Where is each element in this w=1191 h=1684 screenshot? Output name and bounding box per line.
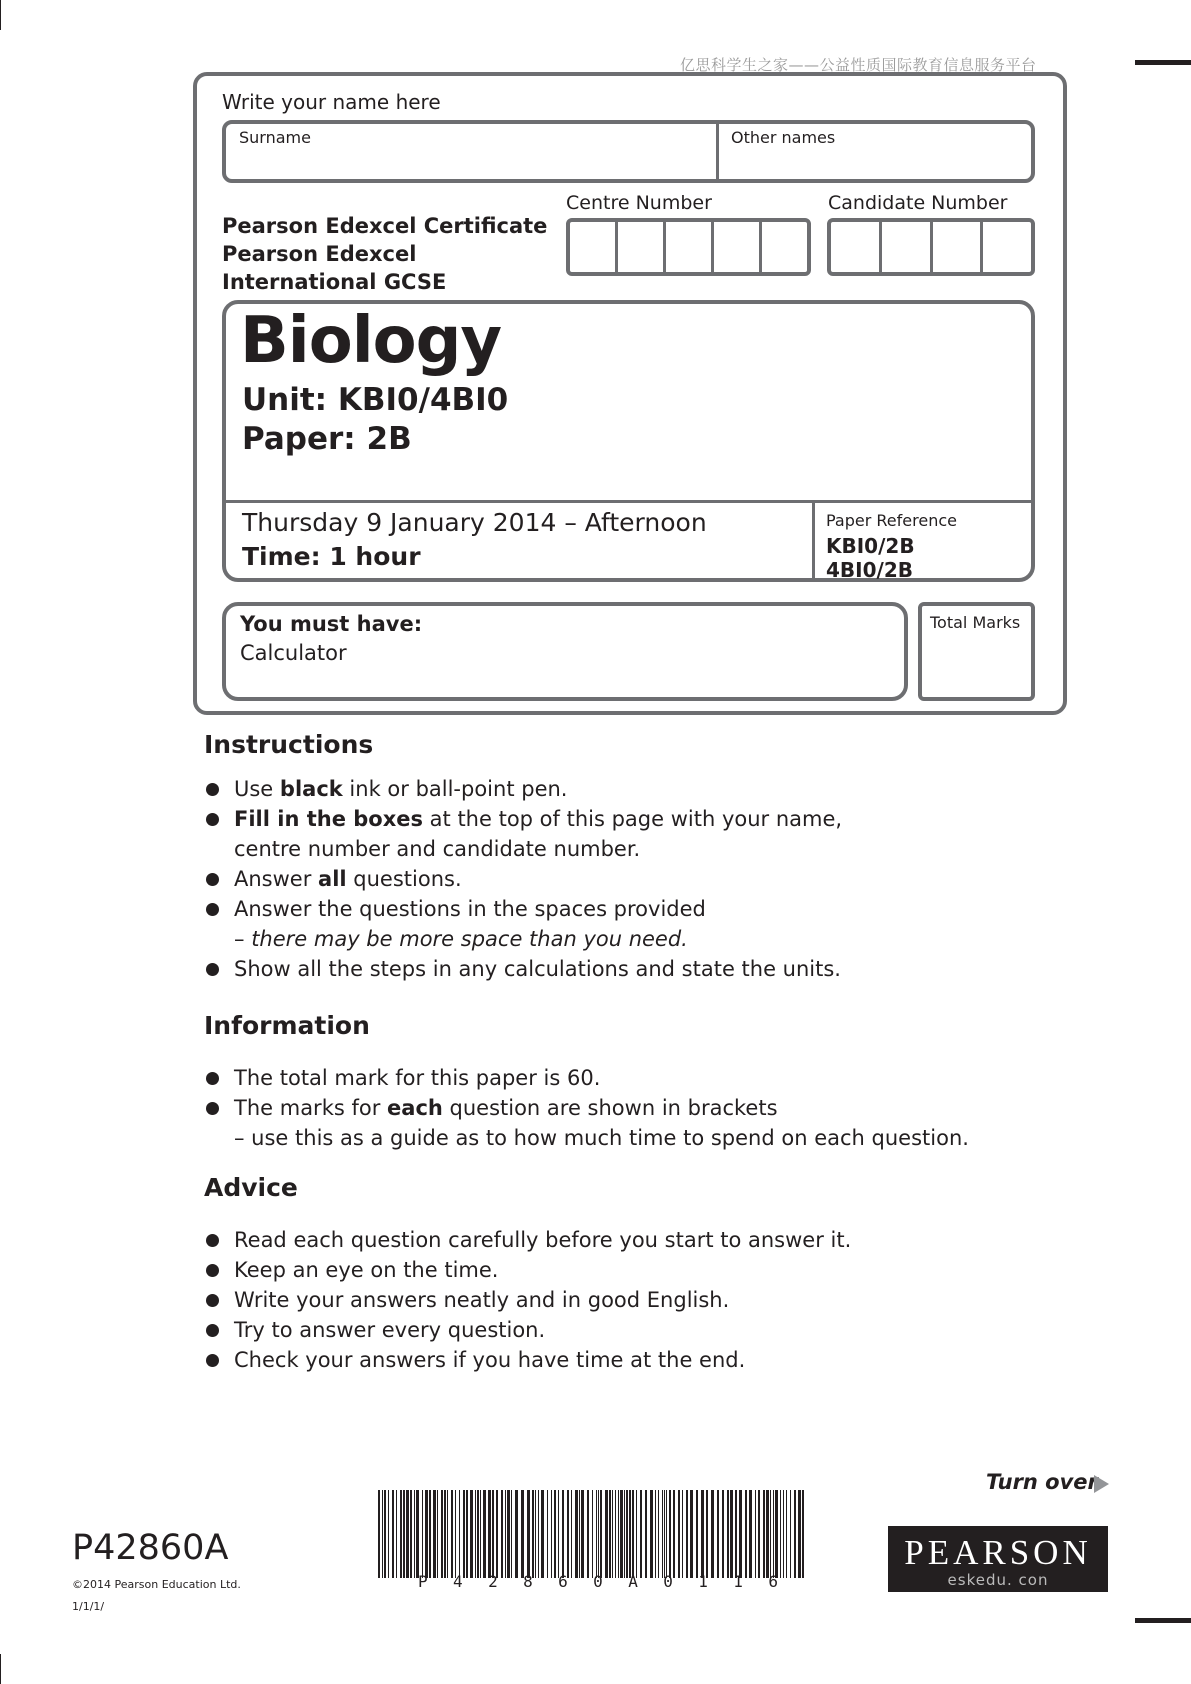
list-item: Write your answers neatly and in good English. [204, 1285, 851, 1315]
barcode-bar [612, 1490, 613, 1578]
barcode-bar [496, 1490, 498, 1578]
list-item [204, 864, 842, 894]
barcode-bar [455, 1490, 456, 1578]
barcode-bar [463, 1490, 465, 1578]
paper-reference-label: Paper Reference [826, 511, 957, 530]
logo-subtext: eskedu. con [947, 1571, 1049, 1589]
barcode-digit: 4 [453, 1572, 463, 1591]
barcode-digit: 1 [733, 1572, 743, 1591]
barcode-bar [571, 1490, 572, 1578]
name-box [222, 120, 1035, 183]
barcode-bar [686, 1490, 688, 1578]
barcode-bar [735, 1490, 737, 1578]
write-name-label: Write your name here [222, 90, 441, 114]
barcode-bar [636, 1490, 637, 1578]
barcode-bar [730, 1490, 733, 1578]
barcode-bar [802, 1490, 804, 1578]
digit-box[interactable] [882, 222, 933, 272]
information-list [204, 1063, 969, 1153]
crop-mark [0, 0, 1, 30]
barcode-bar [459, 1490, 460, 1578]
barcode-bar [658, 1490, 659, 1578]
barcode-bar [794, 1490, 796, 1578]
barcode-bar [605, 1490, 608, 1578]
digit-box[interactable] [762, 222, 807, 272]
barcode-bar [581, 1490, 584, 1578]
barcode-digit: 2 [488, 1572, 498, 1591]
barcode-bar [437, 1490, 438, 1578]
barcode-bar [477, 1490, 479, 1578]
barcode-bar [745, 1490, 747, 1578]
exam-title-box [222, 300, 1035, 582]
instructions-list [204, 774, 842, 984]
barcode-bar [766, 1490, 769, 1578]
barcode-bar [392, 1490, 394, 1578]
barcode-bar [433, 1490, 436, 1578]
text: at the top of this page with your name, [423, 807, 843, 831]
crop-mark [1135, 1618, 1191, 1623]
barcode-bar [535, 1490, 536, 1578]
barcode-bar [598, 1490, 599, 1578]
barcode-bar [655, 1490, 656, 1578]
qualification-line: International GCSE [222, 270, 447, 294]
barcode-bar [770, 1490, 771, 1578]
text: questions. [346, 867, 462, 891]
advice-heading: Advice [204, 1173, 298, 1202]
barcode-bar [786, 1490, 787, 1578]
list-item: Read each question carefully before you start to answer it. [204, 1225, 851, 1255]
pearson-logo [888, 1526, 1108, 1592]
digit-box[interactable] [618, 222, 666, 272]
barcode-digit: 1 [698, 1572, 708, 1591]
barcode-digit: 6 [768, 1572, 778, 1591]
emphasis: Fill in the boxes [234, 807, 423, 831]
barcode-bar [515, 1490, 518, 1578]
barcode-bar [406, 1490, 409, 1578]
barcode-bar [562, 1490, 564, 1578]
barcode-bar [775, 1490, 778, 1578]
text: Answer [234, 867, 319, 891]
barcode-bar [739, 1490, 742, 1578]
text: The marks for [234, 1096, 388, 1120]
advice-list [204, 1225, 851, 1375]
text: Use [234, 777, 280, 801]
digit-box[interactable] [666, 222, 714, 272]
barcode-bar [447, 1490, 448, 1578]
barcode-bar [755, 1490, 756, 1578]
barcode-bar [673, 1490, 675, 1578]
barcode-bar [600, 1490, 602, 1578]
barcode-bar [783, 1490, 784, 1578]
emphasis: all [318, 867, 347, 891]
dash: – [234, 927, 252, 951]
barcode-bar [696, 1490, 698, 1578]
barcode-bar [475, 1490, 476, 1578]
list-item [204, 774, 842, 804]
barcode-bar [615, 1490, 616, 1578]
barcode-bar [400, 1490, 402, 1578]
subject-title: Biology [240, 304, 502, 378]
barcode-bar [541, 1490, 544, 1578]
qualification-list [222, 212, 547, 296]
barcode-bar [669, 1490, 671, 1578]
barcode-bar [558, 1490, 559, 1578]
barcode-bar [645, 1490, 647, 1578]
turn-over-label: Turn over [986, 1470, 1098, 1494]
barcode-bar [798, 1490, 801, 1578]
barcode-bar [706, 1490, 708, 1578]
barcode-bar [410, 1490, 412, 1578]
centre-number-label: Centre Number [566, 192, 712, 214]
emphasis: each [387, 1096, 443, 1120]
text: ink or ball-point pen. [342, 777, 568, 801]
paper-reference: KBI0/2B [826, 534, 915, 558]
barcode-bar [596, 1490, 597, 1578]
barcode-digit: P [418, 1572, 428, 1591]
barcode-bar [640, 1490, 642, 1578]
barcode-bar [501, 1490, 503, 1578]
barcode-bar [587, 1490, 589, 1578]
crop-mark [0, 1654, 1, 1684]
barcode-bar [396, 1490, 397, 1578]
barcode-bar [532, 1490, 534, 1578]
barcode-bar [626, 1490, 628, 1578]
barcode-bar [425, 1490, 428, 1578]
barcode-bar [717, 1490, 719, 1578]
qualification-line: Pearson Edexcel Certificate [222, 214, 548, 238]
barcode-bar [749, 1490, 752, 1578]
list-item: Try to answer every question. [204, 1315, 851, 1345]
barcode-bar [624, 1490, 625, 1578]
barcode-bar [466, 1490, 468, 1578]
list-item-continuation: – use this as a guide as to how much time to spend on each question. [234, 1126, 969, 1150]
instructions-heading: Instructions [204, 730, 374, 759]
logo-wordmark: PEARSON [904, 1533, 1092, 1572]
candidate-number-boxes[interactable] [827, 218, 1035, 276]
barcode-bar [378, 1490, 380, 1578]
barcode-bar [592, 1490, 593, 1578]
barcode-bar [451, 1490, 453, 1578]
copyright-text: ©2014 Pearson Education Ltd. [72, 1578, 241, 1591]
barcode-bar [441, 1490, 443, 1578]
exam-date: Thursday 9 January 2014 – Afternoon [242, 508, 707, 537]
barcode-bar [682, 1490, 683, 1578]
barcode-bar [763, 1490, 765, 1578]
other-names-field[interactable]: Other names [731, 128, 836, 147]
barcode-bar [618, 1490, 619, 1578]
arrow-right-icon [1094, 1475, 1109, 1493]
barcode-bar [722, 1490, 724, 1578]
barcode-bar [527, 1490, 530, 1578]
barcode-bar [773, 1490, 774, 1578]
barcode-bar [507, 1490, 510, 1578]
information-heading: Information [204, 1011, 370, 1040]
total-marks-label: Total Marks [930, 613, 1021, 632]
barcode-digit: 0 [663, 1572, 673, 1591]
must-have-item: Calculator [240, 641, 347, 665]
barcode-bar [790, 1490, 791, 1578]
watermark-text: 亿思科学生之家——公益性质国际教育信息服务平台 [680, 56, 1037, 74]
barcode-bar [382, 1490, 383, 1578]
list-item: Show all the steps in any calculations and state the units. [204, 954, 842, 984]
list-item: Keep an eye on the time. [204, 1255, 851, 1285]
list-item: Check your answers if you have time at the end. [204, 1345, 851, 1375]
barcode-bar [690, 1490, 693, 1578]
barcode-bar [727, 1490, 729, 1578]
barcode-bar [780, 1490, 781, 1578]
barcode-bar [551, 1490, 552, 1578]
barcode-bar [538, 1490, 539, 1578]
barcode-bar [414, 1490, 415, 1578]
barcode-bar [492, 1490, 494, 1578]
divider [226, 500, 1031, 503]
total-marks-box[interactable] [918, 602, 1035, 701]
version-text: 1/1/1/ [72, 1600, 105, 1613]
candidate-number-label: Candidate Number [828, 192, 1008, 214]
barcode-bar [429, 1490, 431, 1578]
list-item [204, 804, 842, 834]
barcode-bar [547, 1490, 548, 1578]
digit-box[interactable] [714, 222, 762, 272]
barcode-bar [483, 1490, 486, 1578]
barcode-bar [567, 1490, 569, 1578]
barcode-bar [505, 1490, 506, 1578]
barcode-bar [422, 1490, 423, 1578]
barcode-bar [678, 1490, 680, 1578]
barcode-bar [664, 1490, 665, 1578]
name-divider [716, 124, 719, 179]
digit-box[interactable] [933, 222, 984, 272]
paper-code: Paper: 2B [242, 421, 412, 457]
barcode [378, 1490, 810, 1578]
barcode-bar [511, 1490, 512, 1578]
barcode-digit: 8 [523, 1572, 533, 1591]
barcode-bar [488, 1490, 491, 1578]
barcode-bar [701, 1490, 704, 1578]
barcode-bar [662, 1490, 663, 1578]
barcode-bar [629, 1490, 631, 1578]
list-item-continuation: centre number and candidate number. [234, 837, 641, 861]
barcode-bar [575, 1490, 578, 1578]
must-have-box [222, 602, 908, 701]
barcode-bar [416, 1490, 419, 1578]
paper-reference: 4BI0/2B [826, 558, 913, 582]
barcode-bar [554, 1490, 556, 1578]
surname-field[interactable]: Surname [239, 128, 311, 147]
barcode-digits [418, 1572, 778, 1591]
barcode-bar [632, 1490, 634, 1578]
divider [812, 500, 815, 582]
barcode-bar [758, 1490, 760, 1578]
barcode-bar [388, 1490, 389, 1578]
centre-number-boxes[interactable] [566, 218, 811, 276]
list-item: The total mark for this paper is 60. [204, 1063, 969, 1093]
emphasis: black [279, 777, 343, 801]
qualification-line: Pearson Edexcel [222, 242, 417, 266]
text: question are shown in brackets [442, 1096, 778, 1120]
barcode-bar [711, 1490, 714, 1578]
barcode-digit: 6 [558, 1572, 568, 1591]
digit-box[interactable] [831, 222, 882, 272]
barcode-bar [444, 1490, 446, 1578]
barcode-bar [650, 1490, 653, 1578]
barcode-digit: A [628, 1572, 638, 1591]
list-item: Answer the questions in the spaces provided [204, 894, 842, 924]
barcode-bar [384, 1490, 386, 1578]
list-item-continuation [204, 924, 842, 954]
list-item [204, 1093, 969, 1123]
unit-code: Unit: KBI0/4BI0 [242, 382, 509, 418]
barcode-bar [480, 1490, 481, 1578]
barcode-bar [521, 1490, 524, 1578]
paper-code-footer: P42860A [72, 1528, 229, 1568]
barcode-bar [579, 1490, 580, 1578]
digit-box[interactable] [570, 222, 618, 272]
digit-box[interactable] [983, 222, 1031, 272]
italic-text: there may be more space than you need. [251, 927, 688, 951]
must-have-heading: You must have: [240, 612, 423, 636]
barcode-bar [620, 1490, 623, 1578]
barcode-bar [470, 1490, 473, 1578]
barcode-bar [666, 1490, 667, 1578]
barcode-digit: 0 [593, 1572, 603, 1591]
barcode-bar [609, 1490, 611, 1578]
exam-duration: Time: 1 hour [242, 542, 421, 571]
crop-mark [1135, 60, 1191, 65]
barcode-bar [403, 1490, 405, 1578]
